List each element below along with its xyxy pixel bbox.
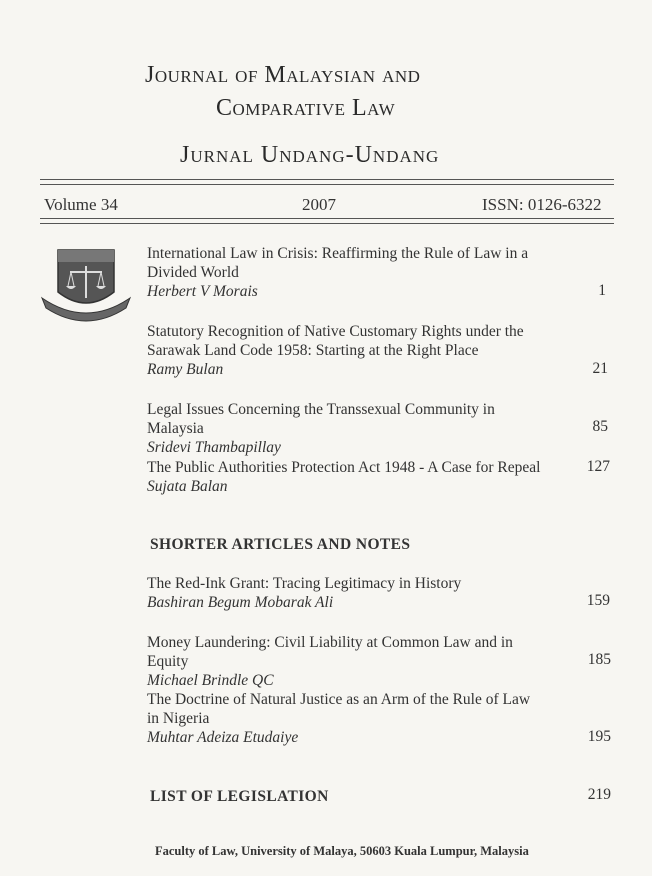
university-crest-icon	[40, 242, 132, 326]
article-author: Ramy Bulan	[147, 361, 224, 378]
article-title: The Doctrine of Natural Justice as an Arm of the Rule of Law	[147, 691, 531, 708]
section-heading-shorter: SHORTER ARTICLES AND NOTES	[150, 536, 411, 553]
legislation-page: 219	[587, 786, 611, 803]
year-label: 2007	[302, 195, 336, 214]
publisher-footer: Faculty of Law, University of Malaya, 50603 Kuala Lumpur, Malaysia	[155, 844, 529, 858]
article-author: Muhtar Adeiza Etudaiye	[147, 729, 299, 746]
article-entry	[147, 400, 547, 457]
journal-title-line1: Journal of Malaysian and	[145, 62, 421, 88]
article-page: 127	[586, 458, 610, 475]
article-page: 85	[592, 418, 608, 435]
article-page: 195	[587, 728, 611, 745]
article-page: 1	[598, 282, 606, 299]
article-title: in Nigeria	[147, 710, 210, 727]
volume-label: Volume 34	[44, 195, 118, 214]
article-author: Sujata Balan	[147, 478, 228, 495]
divider-bottom-2	[40, 223, 614, 224]
article-page: 159	[586, 592, 610, 609]
article-author: Herbert V Morais	[147, 283, 258, 300]
article-author: Michael Brindle QC	[147, 672, 274, 689]
article-title: Legal Issues Concerning the Transsexual Community in Malaysia	[147, 401, 495, 437]
divider-bottom-1	[40, 218, 614, 219]
divider-top-1	[40, 179, 614, 180]
journal-subtitle: Jurnal Undang-Undang	[180, 142, 440, 168]
article-title: Money Laundering: Civil Liability at Common Law and in Equity	[147, 634, 513, 670]
article-author: Sridevi Thambapillay	[147, 439, 281, 456]
article-title: Sarawak Land Code 1958: Starting at the Right Place	[147, 342, 479, 359]
article-page: 21	[592, 360, 608, 377]
article-entry	[147, 574, 547, 612]
article-title: International Law in Crisis: Reaffirming the Rule of Law in a	[147, 245, 529, 262]
article-title: The Red-Ink Grant: Tracing Legitimacy in History	[147, 575, 462, 592]
article-entry	[147, 690, 547, 747]
article-title: Divided World	[147, 264, 239, 281]
divider-top-2	[40, 184, 614, 185]
article-entry	[147, 322, 547, 379]
issn-label: ISSN: 0126-6322	[482, 195, 602, 214]
article-title: The Public Authorities Protection Act 1948 - A Case for Repeal	[147, 459, 541, 476]
journal-title-line2: Comparative Law	[216, 95, 396, 121]
article-entry	[147, 244, 547, 301]
article-entry	[147, 633, 547, 690]
article-author: Bashiran Begum Mobarak Ali	[147, 594, 334, 611]
article-page: 185	[587, 651, 611, 668]
section-heading-legislation: LIST OF LEGISLATION	[150, 788, 329, 805]
article-title: Statutory Recognition of Native Customary Rights under the	[147, 323, 524, 340]
article-entry	[147, 458, 547, 496]
